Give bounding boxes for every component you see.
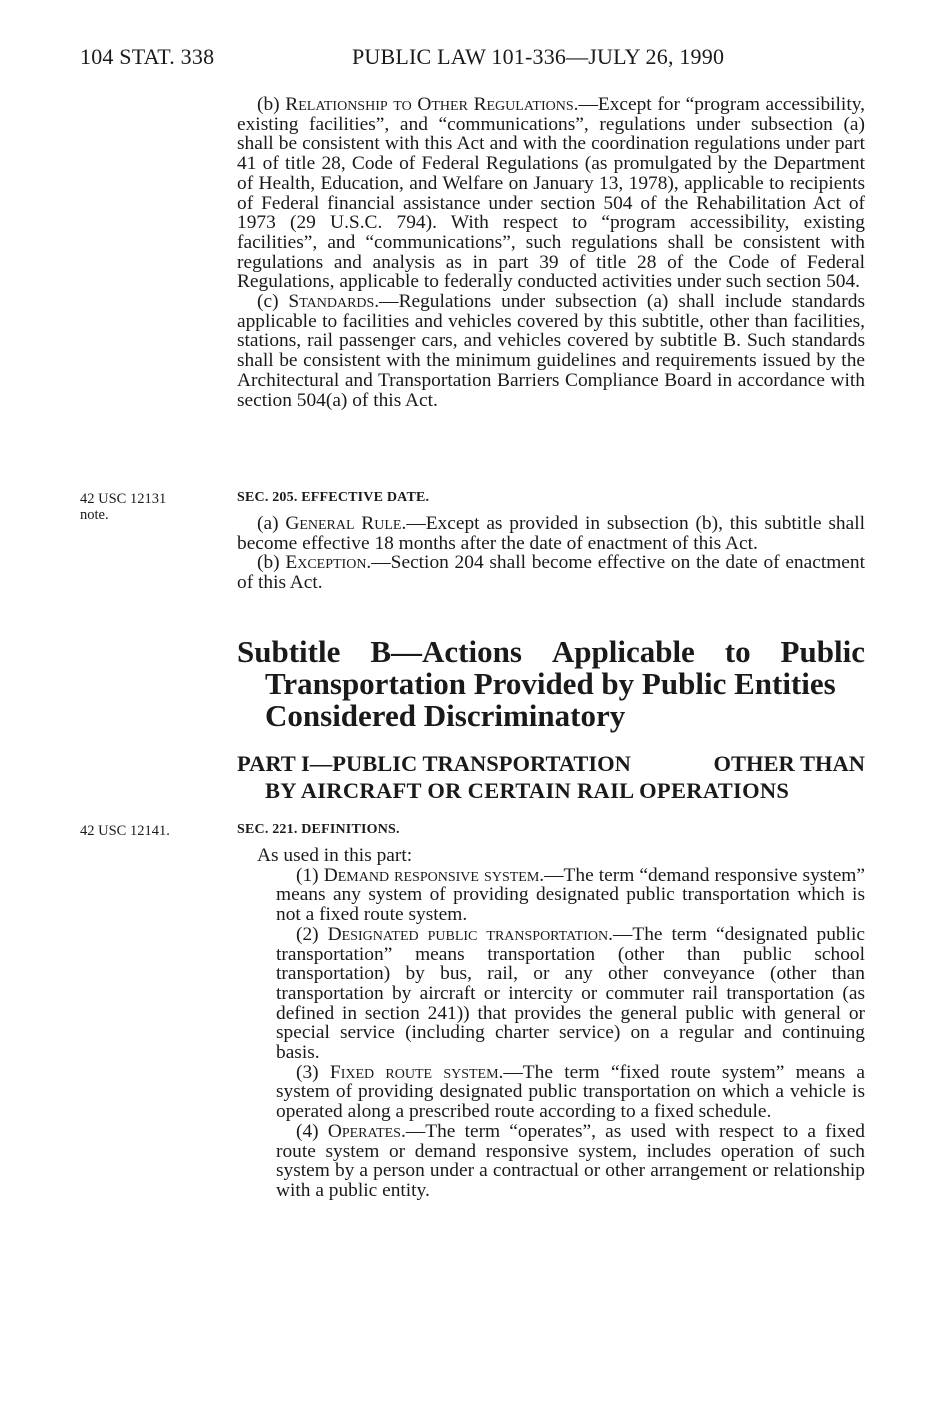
- definition-item: [237, 925, 865, 1063]
- definitions-intro: As used in this part:: [257, 845, 413, 866]
- definition-heading: Designated public transportation.: [327, 923, 613, 945]
- paragraph-heading: General Rule.: [285, 513, 407, 534]
- section-heading: SEC. 205. EFFECTIVE DATE.: [237, 490, 430, 505]
- definition-paragraph: [276, 1063, 865, 1122]
- definition-label: (1): [296, 864, 319, 886]
- paragraph-c-standards: [237, 292, 865, 410]
- paragraph-b-relationship: [237, 95, 865, 292]
- section-221-definitions: [237, 822, 865, 1201]
- definition-body: —The term “designated public transportation” means transportation (other than public school transportation) by bus, rail, or any other conveyance (other than transportation by aircraft or intercity or commuter rail transportation (as defined in section 241)) that provides the general public with general or special service (including charter service) on a regular and continuing basis.: [276, 923, 865, 1064]
- definition-heading: Demand responsive system.: [323, 864, 545, 886]
- margin-note-sec-205: [80, 491, 166, 523]
- paragraph-body: —Except as provided in subsection (b), this subtitle shall become effective 18 months after the date of enactment of this Act.: [237, 513, 865, 554]
- subtitle-line-2: Transportation Provided by Public Entities: [265, 666, 836, 701]
- part-i-heading: [237, 750, 865, 804]
- definition-body: —The term “operates”, as used with respect to a fixed route system or demand responsive system, includes operation of such system by a person under a contractual or other arrangement or relationship with a public entity.: [276, 1120, 866, 1201]
- definition-item: [237, 866, 865, 925]
- paragraph-heading: Relationship to Other Regulations.: [285, 94, 579, 115]
- subtitle-word: Applicable: [551, 634, 695, 669]
- section-204-continuation: [237, 95, 865, 410]
- margin-note-suffix: note.: [80, 507, 109, 523]
- definition-item: [237, 1122, 865, 1201]
- margin-note-sec-221: [80, 823, 170, 839]
- paragraph-label: (c): [257, 291, 279, 313]
- definition-heading: Operates.: [327, 1120, 406, 1142]
- definition-body: —The term “fixed route system” means a system of providing designated public transportation on which a vehicle is operated along a prescribed route according to a fixed schedule.: [276, 1061, 865, 1123]
- law-title: PUBLIC LAW 101-336—JULY 26, 1990: [352, 44, 725, 69]
- subtitle-line-3: Considered Discriminatory: [265, 698, 626, 733]
- paragraph-b-exception: [237, 553, 865, 592]
- paragraph-heading: Exception.: [285, 552, 372, 574]
- subtitle-line-1: [237, 636, 865, 668]
- part-line-1a: PART I—PUBLIC TRANSPORTATION: [237, 751, 631, 776]
- paragraph-label: (a): [257, 513, 279, 534]
- part-line-2: BY AIRCRAFT OR CERTAIN RAIL OPERATIONS: [265, 778, 790, 803]
- paragraph-a-general-rule: [237, 514, 865, 553]
- definition-paragraph: [276, 925, 865, 1063]
- paragraph-body: —Section 204 shall become effective on the date of enactment of this Act.: [237, 552, 865, 594]
- definition-body: —The term “demand responsive system” means any system of providing designated public transportation which is not a fixed route system.: [276, 864, 865, 926]
- definition-label: (2): [296, 923, 319, 945]
- subtitle-b-heading: [237, 636, 865, 732]
- definition-item: [237, 1063, 865, 1122]
- subtitle-word: B—Actions: [370, 634, 522, 669]
- margin-note-citation: 42 USC 12131: [80, 491, 167, 507]
- subtitle-word: Subtitle: [237, 634, 341, 669]
- definition-heading: Fixed route system.: [329, 1061, 504, 1083]
- part-line-1b: OTHER THAN: [713, 751, 865, 776]
- section-heading: SEC. 221. DEFINITIONS.: [237, 822, 400, 837]
- section-205: [237, 490, 865, 593]
- paragraph-label: (b): [257, 552, 280, 574]
- paragraph-label: (b): [257, 94, 280, 115]
- definition-label: (3): [296, 1061, 319, 1083]
- definition-paragraph: [276, 1122, 865, 1201]
- part-line-1: [237, 750, 865, 777]
- margin-note-citation: 42 USC 12141.: [80, 823, 170, 839]
- subtitle-word: Public: [780, 634, 865, 669]
- definition-paragraph: [276, 866, 865, 925]
- paragraph-body: —Except for “program accessibility, existing facilities”, and “communications”, regulations under subsection (a) shall be consistent with this Act and with the coordination regulations under part 41 of title 28, Code of Federal Regulations (as promulgated by the Department of Health, Education, and Welfare on January 13, 1978), applicable to recipients of Federal financial assistance under section 504 of the Rehabilitation Act of 1973 (29 U.S.C. 794). With respect to “program accessibility, existing facilities”, and “communications”, such regulations shall be consistent with regulations and analysis as in part 39 of title 28 of the Code of Federal Regulations, applicable to federally conducted activities under such section 504.: [237, 94, 865, 293]
- paragraph-body: —Regulations under subsection (a) shall include standards applicable to facilities and vehicles covered by this subtitle, other than facilities, stations, rail passenger cars, and vehicles covered by subtitle B. Such standards shall be consistent with the minimum guidelines and requirements issued by the Architectural and Transportation Barriers Compliance Board in accordance with section 504(a) of this Act.: [237, 291, 865, 411]
- subtitle-word: to: [724, 634, 751, 669]
- definition-label: (4): [296, 1120, 319, 1142]
- paragraph-heading: Standards.: [288, 291, 380, 313]
- stat-reference: 104 STAT. 338: [80, 44, 215, 69]
